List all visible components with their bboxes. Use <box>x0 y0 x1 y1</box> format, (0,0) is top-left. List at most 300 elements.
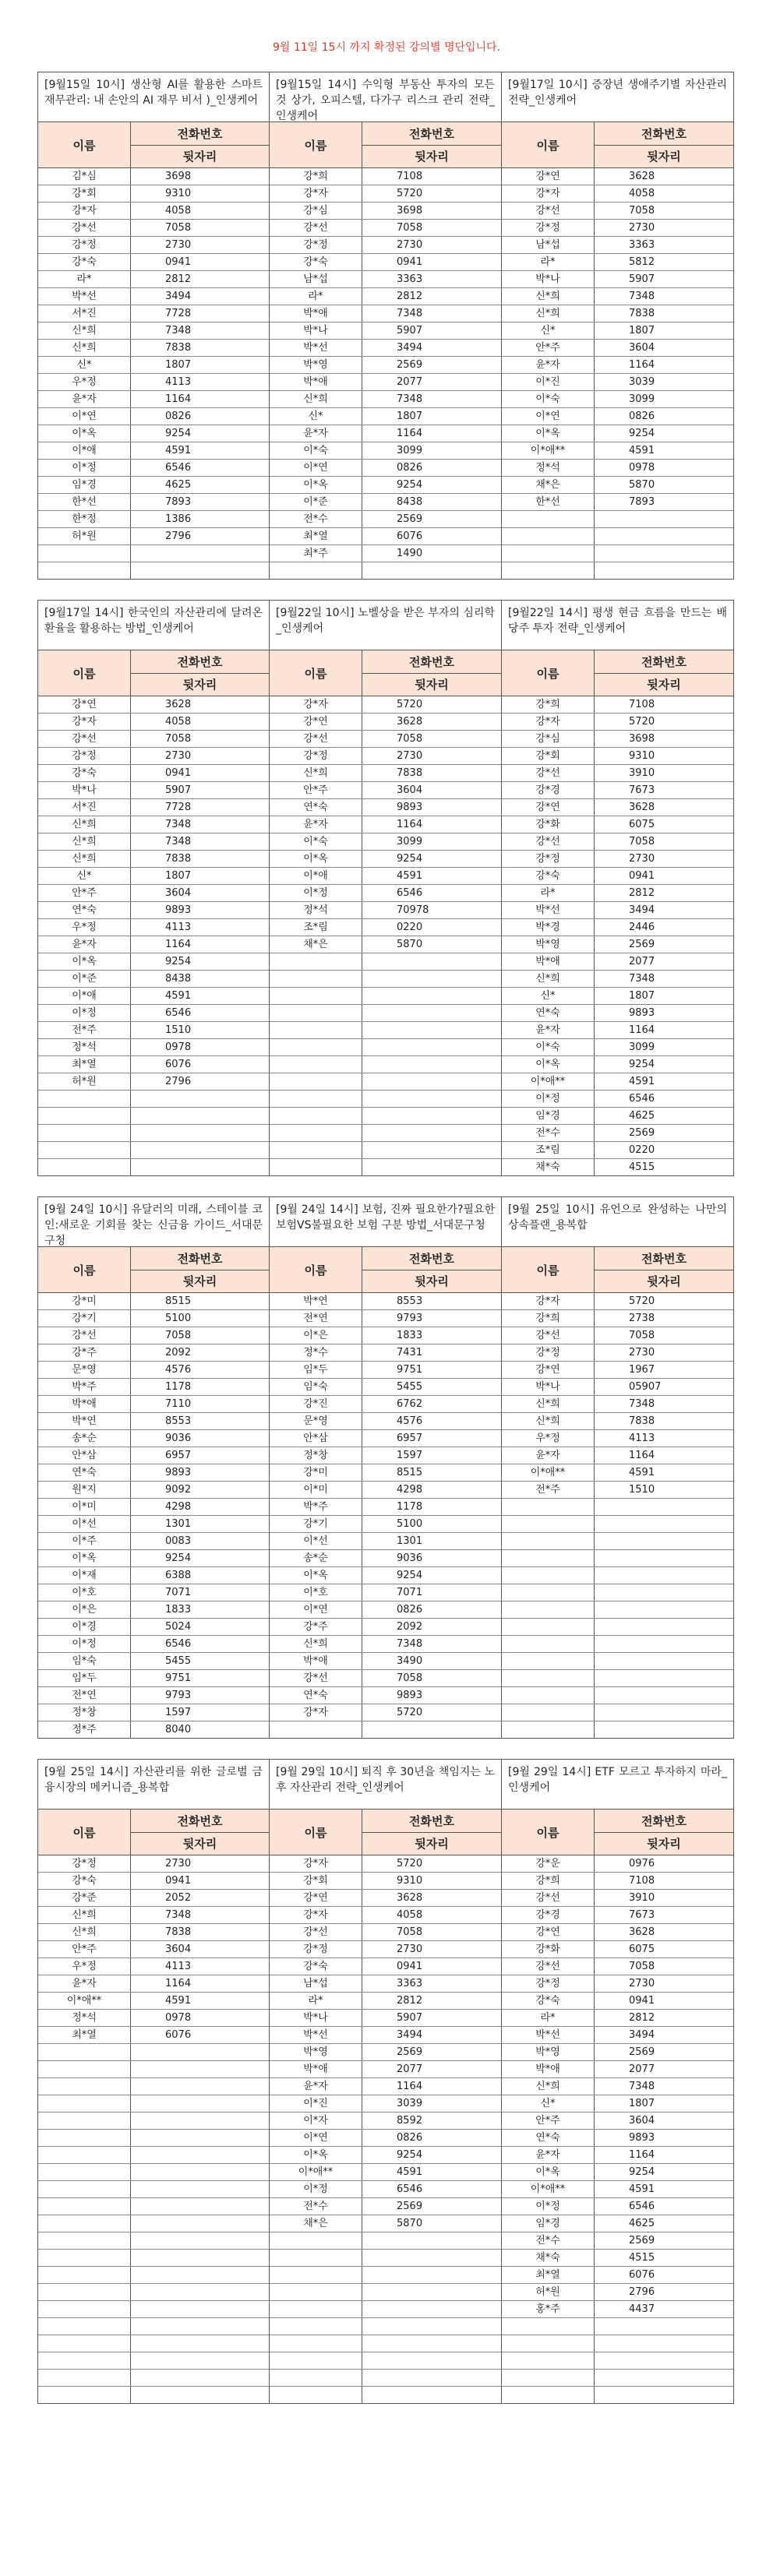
attendee-name: 강*정 <box>502 851 595 867</box>
attendee-name: 우*정 <box>38 919 131 936</box>
lecture-title: [9월17일 14시] 한국인의 자산관리에 달려온 환율을 활용하는 방법_인생케어 <box>38 601 269 650</box>
attendee-name: 채*숙 <box>502 2250 595 2266</box>
phone-last-digits: 1164 <box>629 359 655 371</box>
phone-last-digits <box>595 1670 733 1686</box>
phone-last-digits: 7348 <box>165 1909 192 1921</box>
phone-last-digits: 7838 <box>165 1926 192 1938</box>
table-header <box>502 122 733 168</box>
table-row <box>270 1310 501 1327</box>
phone-last-digits: 2730 <box>397 750 423 762</box>
phone-column-header <box>131 650 269 696</box>
table-row <box>502 1327 733 1344</box>
table-row <box>502 2250 733 2267</box>
phone-last-digits <box>131 2301 269 2317</box>
table-row <box>502 203 733 220</box>
attendee-name <box>502 2387 595 2403</box>
table-row <box>502 391 733 408</box>
attendee-name: 안*주 <box>502 2113 595 2129</box>
attendee-name: 최*열 <box>38 2027 131 2043</box>
phone-last-digits: 9310 <box>165 188 192 199</box>
phone-last-digits: 9254 <box>165 428 192 439</box>
attendee-name: 강*정 <box>502 220 595 236</box>
table-row <box>38 1653 269 1670</box>
table-row <box>38 1975 269 1993</box>
phone-last-digits <box>131 2284 269 2300</box>
table-row <box>270 1327 501 1344</box>
phone-last-digits: 4591 <box>397 2166 423 2178</box>
table-row <box>270 1344 501 1362</box>
attendee-name <box>502 1567 595 1584</box>
table-row <box>502 1993 733 2010</box>
table-row <box>38 1958 269 1975</box>
phone-last-digits <box>131 1159 269 1175</box>
table-row <box>502 902 733 919</box>
attendee-name: 이*옥 <box>502 425 595 442</box>
phone-last-digits: 7058 <box>629 1330 655 1341</box>
attendee-name: 신*희 <box>502 1396 595 1412</box>
attendee-name: 이*호 <box>38 1584 131 1601</box>
phone-last-digits: 9893 <box>165 904 192 916</box>
phone-last-digits: 0976 <box>629 1858 655 1869</box>
table-row <box>502 442 733 460</box>
attendee-name: 강*회 <box>38 185 131 202</box>
table-row <box>270 1464 501 1482</box>
attendee-name <box>270 2284 362 2300</box>
phone-last-digits: 2077 <box>629 956 655 967</box>
phone-last-digits <box>362 1159 501 1175</box>
table-row <box>502 288 733 305</box>
table-row <box>502 511 733 528</box>
attendee-name: 원*지 <box>38 1482 131 1498</box>
phone-last-digits <box>362 1005 501 1021</box>
table-row <box>38 1687 269 1704</box>
table-header <box>270 1247 501 1293</box>
table-row <box>38 833 269 851</box>
attendee-name: 채*은 <box>270 2215 362 2232</box>
attendee-name: 박*애 <box>270 305 362 322</box>
attendee-name: 이*애 <box>38 988 131 1004</box>
phone-last-digits: 6076 <box>165 1059 192 1070</box>
attendee-name: 최*주 <box>270 545 362 562</box>
attendee-name: 신* <box>270 408 362 425</box>
phone-last-digits: 0941 <box>397 1961 423 1972</box>
table-row <box>38 2232 269 2250</box>
phone-last-digits <box>131 2215 269 2232</box>
attendee-name <box>502 562 595 579</box>
attendee-name: 이*옥 <box>38 953 131 970</box>
attendee-name: 임*경 <box>502 2215 595 2232</box>
attendee-name: 강*정 <box>38 1855 131 1872</box>
attendee-name: 윤*자 <box>38 1975 131 1992</box>
lecture-table <box>502 1196 734 1739</box>
sheet-row-group <box>37 72 736 580</box>
phone-last-digits: 2569 <box>397 2201 423 2212</box>
phone-last-digits <box>595 2352 733 2369</box>
phone-last-digits: 7431 <box>397 1347 423 1358</box>
attendee-name <box>270 2267 362 2283</box>
table-row <box>502 885 733 902</box>
attendee-name <box>270 2335 362 2352</box>
table-row <box>270 1567 501 1584</box>
table-row <box>270 2078 501 2095</box>
table-row <box>38 1855 269 1873</box>
table-row <box>502 748 733 765</box>
attendee-name: 이*숙 <box>502 391 595 407</box>
attendee-name <box>502 1687 595 1704</box>
attendee-name: 한*선 <box>38 494 131 510</box>
phone-last-digits: 4058 <box>165 205 192 217</box>
attendee-name <box>270 1125 362 1141</box>
table-row <box>270 1482 501 1499</box>
phone-last-digits <box>595 1721 733 1738</box>
attendee-name <box>270 2232 362 2249</box>
phone-last-digits: 1164 <box>629 2149 655 2161</box>
table-row <box>502 919 733 936</box>
table-row <box>270 357 501 374</box>
phone-last-digits: 6075 <box>629 1943 655 1955</box>
phone-column-header <box>595 1247 733 1292</box>
attendee-name: 강*정 <box>270 748 362 764</box>
table-row <box>38 1022 269 1039</box>
attendee-name: 강*정 <box>502 1344 595 1361</box>
table-row <box>502 425 733 442</box>
lecture-table <box>37 600 270 1176</box>
phone-last-digits: 5720 <box>629 1295 655 1307</box>
phone-last-digits: 8553 <box>397 1295 423 1307</box>
table-header <box>502 1810 733 1855</box>
name-column-header: 이름 <box>502 1810 595 1855</box>
phone-last-digits: 1178 <box>397 1501 423 1513</box>
table-row <box>270 1687 501 1704</box>
phone-last-digits <box>131 2061 269 2077</box>
attendee-name: 강*미 <box>270 1464 362 1481</box>
phone-last-digits: 6546 <box>397 2183 423 2195</box>
table-row <box>270 185 501 203</box>
phone-last-digits: 9893 <box>629 2132 655 2144</box>
attendee-name: 강*자 <box>502 714 595 730</box>
attendee-name: 이*애** <box>502 1464 595 1481</box>
table-row <box>270 748 501 765</box>
phone-last-digits: 9751 <box>397 1364 423 1376</box>
phone-last-digits: 1833 <box>397 1330 423 1341</box>
table-row <box>38 1890 269 1907</box>
table-row <box>502 357 733 374</box>
table-row <box>502 868 733 885</box>
phone-last-digits: 2569 <box>629 2235 655 2247</box>
phone-last-digits: 1490 <box>397 548 423 559</box>
table-row <box>270 1396 501 1413</box>
phone-last-digits: 0941 <box>165 256 192 268</box>
attendee-name: 이*진 <box>502 374 595 390</box>
attendee-name: 강*자 <box>270 1855 362 1872</box>
attendee-name: 라* <box>502 2010 595 2026</box>
table-row <box>502 2061 733 2078</box>
phone-last-digits: 9310 <box>629 750 655 762</box>
phone-last-digits <box>595 545 733 562</box>
attendee-name: 강*운 <box>502 1855 595 1872</box>
attendee-name: 강*연 <box>270 1890 362 1906</box>
phone-header-line1: 전화번호 <box>595 1247 733 1270</box>
phone-last-digits: 2796 <box>165 530 192 542</box>
lecture-title: [9월 25일 10시] 유언으로 완성하는 나만의 상속플랜_용복합 <box>502 1197 733 1247</box>
attendee-name <box>38 1108 131 1124</box>
table-row <box>502 1447 733 1464</box>
table-header <box>38 1247 269 1293</box>
attendee-name: 박*나 <box>270 2010 362 2026</box>
table-row <box>270 2027 501 2044</box>
attendee-name: 우*정 <box>38 374 131 390</box>
attendee-name: 조*림 <box>270 919 362 936</box>
table-row <box>502 2335 733 2352</box>
table-row <box>270 885 501 902</box>
table-row <box>270 322 501 340</box>
table-row <box>270 2198 501 2215</box>
table-row <box>502 562 733 579</box>
phone-last-digits: 6957 <box>397 1432 423 1444</box>
phone-last-digits: 0941 <box>397 256 423 268</box>
phone-last-digits: 7348 <box>397 393 423 405</box>
table-row <box>270 1022 501 1039</box>
table-row <box>270 288 501 305</box>
table-header <box>270 122 501 168</box>
phone-last-digits: 1164 <box>165 393 192 405</box>
attendee-name: 강*준 <box>38 1890 131 1906</box>
phone-last-digits <box>595 1687 733 1704</box>
phone-last-digits: 6546 <box>397 887 423 899</box>
table-row <box>38 528 269 545</box>
phone-last-digits: 5907 <box>397 325 423 337</box>
page-title: 9월 11일 15시 까지 확정된 강의별 명단입니다. <box>272 41 501 54</box>
phone-last-digits: 3039 <box>629 376 655 388</box>
phone-last-digits: 0826 <box>165 411 192 422</box>
attendee-name <box>38 2198 131 2215</box>
phone-last-digits: 7110 <box>165 1398 192 1410</box>
phone-last-digits: 2796 <box>629 2286 655 2298</box>
table-row <box>502 2267 733 2284</box>
phone-last-digits: 3604 <box>629 342 655 354</box>
table-row <box>502 460 733 477</box>
table-row <box>502 971 733 988</box>
attendee-name: 채*숙 <box>502 1159 595 1175</box>
phone-last-digits: 4113 <box>165 1961 192 1972</box>
attendee-name: 신*희 <box>502 2078 595 2095</box>
table-row <box>270 919 501 936</box>
phone-last-digits: 9254 <box>397 1570 423 1581</box>
phone-column-header <box>131 122 269 167</box>
table-row <box>38 2352 269 2370</box>
attendee-name: 박*나 <box>502 1379 595 1395</box>
lecture-table <box>37 1759 270 2404</box>
attendee-name: 강*심 <box>502 731 595 747</box>
attendee-name: 신* <box>502 2095 595 2112</box>
table-row <box>38 2370 269 2387</box>
attendee-name: 이*애** <box>270 2164 362 2180</box>
table-row <box>270 2130 501 2147</box>
table-row <box>38 1327 269 1344</box>
phone-last-digits <box>595 2318 733 2335</box>
attendee-name <box>38 2387 131 2403</box>
phone-last-digits: 3363 <box>397 273 423 285</box>
phone-last-digits <box>595 528 733 544</box>
table-row <box>270 2095 501 2113</box>
table-row <box>38 1413 269 1430</box>
table-row <box>38 971 269 988</box>
table-row <box>270 237 501 254</box>
lecture-roster-grid <box>37 72 736 2404</box>
phone-last-digits <box>131 2267 269 2283</box>
attendee-name <box>502 1721 595 1738</box>
attendee-name: 정*석 <box>38 2010 131 2026</box>
table-row <box>38 545 269 562</box>
attendee-name <box>270 2387 362 2403</box>
phone-last-digits: 0941 <box>629 1995 655 2007</box>
attendee-name <box>502 528 595 544</box>
phone-header-line1: 전화번호 <box>362 1247 501 1270</box>
table-row <box>270 1993 501 2010</box>
phone-last-digits: 2569 <box>397 513 423 525</box>
table-row <box>270 2232 501 2250</box>
attendee-name: 이*주 <box>38 1533 131 1549</box>
attendee-name: 채*은 <box>502 477 595 493</box>
attendee-name: 강*선 <box>38 1327 131 1344</box>
sheet-row-group <box>37 1196 736 1739</box>
table-row <box>502 799 733 816</box>
table-row <box>502 1108 733 1125</box>
table-row <box>38 1005 269 1022</box>
phone-last-digits: 9254 <box>629 2166 655 2178</box>
table-header <box>502 1247 733 1293</box>
phone-last-digits: 2569 <box>629 2046 655 2058</box>
table-row <box>270 714 501 731</box>
attendee-name: 이*미 <box>270 1482 362 1498</box>
phone-last-digits: 7058 <box>397 733 423 745</box>
phone-last-digits <box>131 2387 269 2403</box>
phone-last-digits: 4625 <box>165 479 192 491</box>
phone-last-digits: 0978 <box>165 2012 192 2024</box>
table-row <box>270 2010 501 2027</box>
phone-last-digits <box>131 2164 269 2180</box>
phone-last-digits <box>362 1073 501 1090</box>
phone-last-digits: 4058 <box>397 1909 423 1921</box>
phone-last-digits: 0826 <box>397 2132 423 2144</box>
table-row <box>38 2335 269 2352</box>
phone-last-digits: 9254 <box>165 1552 192 1564</box>
table-row <box>38 2027 269 2044</box>
phone-last-digits: 1807 <box>629 2098 655 2109</box>
attendee-name <box>38 1091 131 1107</box>
table-row <box>502 765 733 782</box>
attendee-name: 이*숙 <box>270 833 362 850</box>
phone-last-digits <box>595 2370 733 2386</box>
table-row <box>502 2095 733 2113</box>
table-row <box>502 1142 733 1159</box>
table-row <box>502 833 733 851</box>
lecture-title: [9월 24일 10시] 유달러의 미래, 스테이블 코인:새로운 기회를 찾는 신금융 가이드_서대문구청 <box>38 1197 269 1247</box>
phone-last-digits: 2730 <box>165 750 192 762</box>
table-header <box>38 650 269 696</box>
phone-last-digits: 7348 <box>165 836 192 848</box>
table-row <box>270 833 501 851</box>
phone-header-line2: 뒷자리 <box>182 678 217 692</box>
table-row <box>502 1005 733 1022</box>
table-row <box>38 816 269 833</box>
attendee-name: 강*희 <box>270 168 362 185</box>
attendee-name: 강*연 <box>38 696 131 713</box>
table-row <box>270 2061 501 2078</box>
attendee-name: 강*자 <box>270 185 362 202</box>
table-row <box>270 1142 501 1159</box>
phone-last-digits <box>131 2232 269 2249</box>
phone-last-digits: 4591 <box>629 2183 655 2195</box>
attendee-name: 이*연 <box>270 2130 362 2146</box>
attendee-name: 서*진 <box>38 799 131 816</box>
phone-last-digits <box>131 2370 269 2386</box>
attendee-name <box>502 1636 595 1652</box>
phone-last-digits <box>595 1533 733 1549</box>
phone-last-digits: 2812 <box>629 887 655 899</box>
attendee-name: 박*영 <box>502 2044 595 2060</box>
phone-last-digits <box>595 1584 733 1601</box>
phone-last-digits: 4515 <box>629 1161 655 1173</box>
table-row <box>38 696 269 714</box>
attendee-name: 이*정 <box>502 1091 595 1107</box>
table-row <box>502 696 733 714</box>
name-column-header: 이름 <box>38 1247 131 1292</box>
attendee-name: 강*정 <box>38 237 131 253</box>
attendee-name: 강*미 <box>38 1293 131 1309</box>
attendee-name: 강*회 <box>502 748 595 764</box>
table-row <box>38 2113 269 2130</box>
table-row <box>502 936 733 953</box>
table-row <box>38 288 269 305</box>
phone-last-digits <box>362 1039 501 1055</box>
attendee-name: 전*주 <box>38 1022 131 1038</box>
table-row <box>270 1907 501 1924</box>
table-row <box>38 460 269 477</box>
phone-last-digits <box>131 2147 269 2163</box>
phone-last-digits: 4437 <box>629 2303 655 2315</box>
table-row <box>38 1293 269 1310</box>
attendee-name <box>270 2318 362 2335</box>
attendee-name: 송*순 <box>38 1430 131 1447</box>
table-row <box>270 731 501 748</box>
attendee-name: 이*은 <box>270 1327 362 1344</box>
phone-last-digits: 1164 <box>397 428 423 439</box>
attendee-name: 강*주 <box>38 1344 131 1361</box>
attendee-name: 강*선 <box>502 1958 595 1975</box>
table-row <box>502 1653 733 1670</box>
lecture-title: [9월22일 10시] 노벨상을 받은 부자의 심리학_인생케어 <box>270 601 501 650</box>
phone-last-digits <box>131 2113 269 2129</box>
table-row <box>38 1636 269 1653</box>
attendee-name: 강*자 <box>502 185 595 202</box>
phone-last-digits <box>362 1125 501 1141</box>
table-row <box>502 254 733 271</box>
attendee-name <box>502 545 595 562</box>
phone-header-line2: 뒷자리 <box>647 1837 681 1852</box>
table-row <box>270 696 501 714</box>
name-column-header: 이름 <box>502 122 595 167</box>
phone-last-digits: 0220 <box>397 922 423 933</box>
attendee-name: 강*숙 <box>38 765 131 781</box>
lecture-table <box>37 72 270 580</box>
phone-last-digits: 9254 <box>165 956 192 967</box>
attendee-name: 강*기 <box>38 1310 131 1327</box>
attendee-name: 강*숙 <box>270 1958 362 1975</box>
table-row <box>502 2352 733 2370</box>
phone-last-digits: 6546 <box>629 1093 655 1105</box>
attendee-name: 강*희 <box>502 1310 595 1327</box>
